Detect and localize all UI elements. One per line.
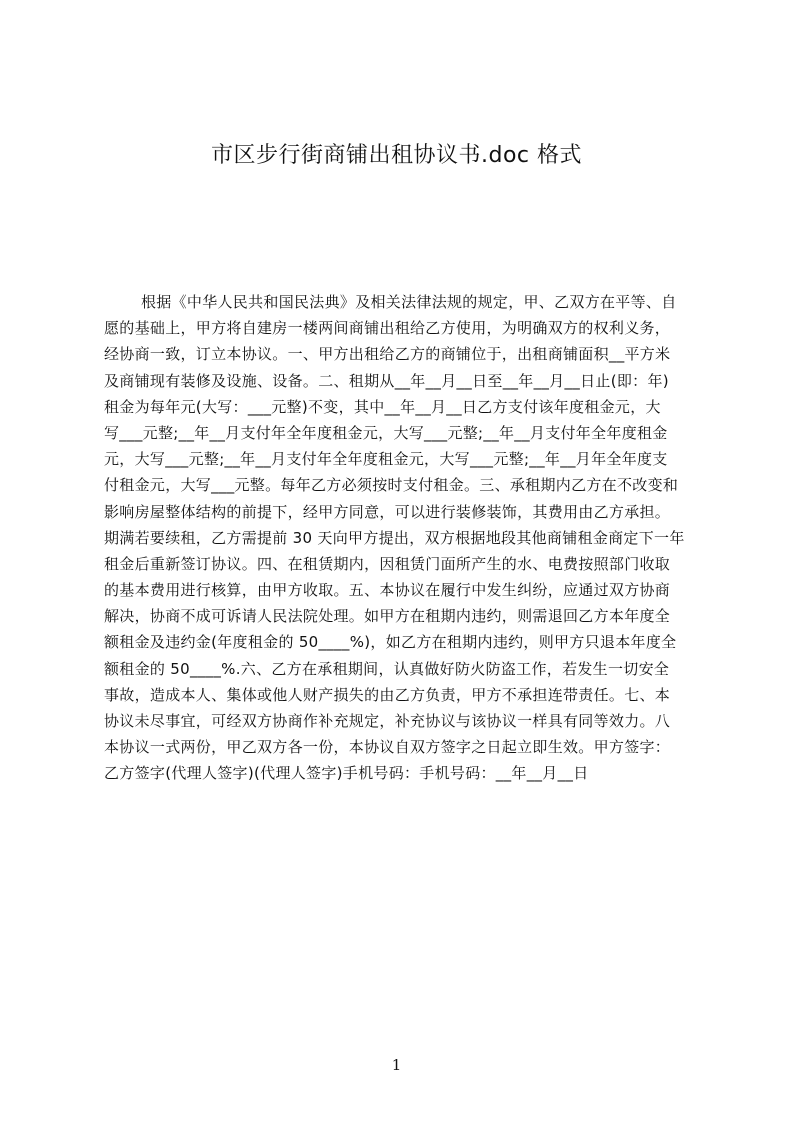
body-line: 协议未尽事宜，可经双方协商作补充规定，补充协议与该协议一样具有同等效力。八 bbox=[104, 712, 671, 730]
body-line: 写___元整;__年__月支付年全年度租金元，大写___元整;__年__月支付年全年度租金 bbox=[104, 423, 668, 442]
body-line: 经协商一致，订立本协议。一、甲方出租给乙方的商铺位于，出租商铺面积__平方米 bbox=[104, 345, 671, 364]
body-line: 根据《中华人民共和国民法典》及相关法律法规的规定，甲、乙双方在平等、自 bbox=[141, 293, 677, 311]
body-line: 期满若要续租，乙方需提前 30 天向甲方提出，双方根据地段其他商铺租金商定下一年 bbox=[104, 528, 685, 547]
body-line: 本协议一式两份，甲乙双方各一份，本协议自双方签字之日起立即生效。甲方签字： bbox=[104, 738, 671, 757]
body-line: 租金后重新签订协议。四、在租赁期内，因租赁门面所产生的水、电费按照部门收取 bbox=[104, 554, 671, 573]
body-line: 付租金元，大写___元整。每年乙方必须按时支付租金。三、承租期内乙方在不改变和 bbox=[104, 476, 679, 495]
document-title: 市区步行街商铺出租协议书.doc 格式 bbox=[210, 143, 582, 168]
page-number: 1 bbox=[391, 1056, 402, 1074]
agreement-body bbox=[104, 289, 793, 787]
body-line: 事故，造成本人、集体或他人财产损失的由乙方负责，甲方不承担连带责任。七、本 bbox=[104, 685, 671, 704]
body-line: 租金为每年元(大写：___元整)不变，其中__年__月__日乙方支付该年度租金元，大 bbox=[104, 397, 661, 416]
body-line: 额租金及违约金(年度租金的 50____%)，如乙方在租期内违约，则甲方只退本年度全 bbox=[104, 633, 677, 652]
body-line: 元，大写___元整;__年__月支付年全年度租金元，大写___元整;__年__月年全年度支 bbox=[104, 450, 668, 469]
body-line: 乙方签字(代理人签字)(代理人签字)手机号码：手机号码：__年__月__日 bbox=[104, 764, 589, 783]
body-line: 及商铺现有装修及设施、设备。二、租期从__年__月__日至__年__月__日止(即：年) bbox=[104, 371, 669, 390]
body-line: 愿的基础上，甲方将自建房一楼两间商铺出租给乙方使用，为明确双方的权利义务， bbox=[104, 319, 671, 338]
body-line: 的基本费用进行核算，由甲方收取。五、本协议在履行中发生纠纷，应通过双方协商 bbox=[104, 581, 671, 600]
body-line: 额租金的 50____%.六、乙方在承租期间，认真做好防火防盗工作，若发生一切安全 bbox=[104, 659, 670, 678]
body-line: 影响房屋整体结构的前提下，经甲方同意，可以进行装修装饰，其费用由乙方承担。 bbox=[104, 502, 671, 521]
body-line: 解决，协商不成可诉请人民法院处理。如甲方在租期内违约，则需退回乙方本年度全 bbox=[104, 607, 671, 626]
